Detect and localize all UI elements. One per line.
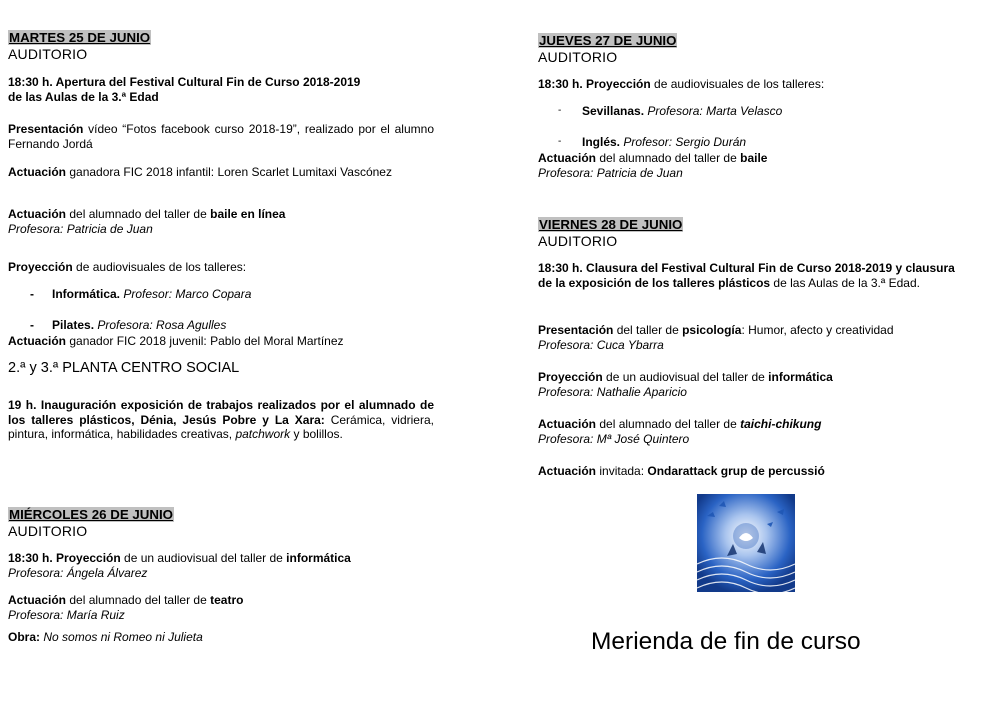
- label: Actuación: [538, 417, 597, 431]
- list-item: [8, 318, 434, 333]
- text: del alumnado del taller de: [596, 151, 741, 165]
- thu-performance-event: [538, 151, 958, 180]
- thu-projection-event: [538, 77, 958, 92]
- text: del alumnado del taller de: [66, 207, 211, 221]
- wed-performance-event: [8, 593, 434, 622]
- teacher: Profesora: Cuca Ybarra: [538, 337, 664, 352]
- text: del taller de: [613, 323, 683, 337]
- label: Actuación: [538, 151, 597, 165]
- fri-performance-event: [538, 417, 958, 446]
- label: Actuación: [8, 207, 67, 221]
- day-title: VIERNES 28 DE JUNIO: [539, 217, 683, 232]
- label: Proyección: [8, 260, 73, 274]
- venue: AUDITORIO: [8, 523, 88, 539]
- label: Actuación: [8, 334, 67, 348]
- label: 18:30 h. Proyección: [8, 551, 121, 565]
- festival-logo-graphic: [697, 494, 795, 592]
- teacher: Profesora: Patricia de Juan: [8, 221, 153, 236]
- opening-line-1: 18:30 h. Apertura del Festival Cultural Fin de Curso 2018-2019: [8, 75, 361, 89]
- fri-presentation-event: [538, 323, 958, 352]
- teacher: Profesora: Nathalie Aparicio: [538, 384, 687, 399]
- text: ganadora FIC 2018 infantil: Loren Scarlet Lumitaxi Vascónez: [66, 165, 392, 179]
- teacher: Profesor: Sergio Durán: [620, 134, 747, 149]
- text: de audiovisuales de los talleres:: [650, 77, 825, 91]
- performance-event-3: [8, 334, 434, 349]
- text: de audiovisuales de los talleres:: [72, 260, 247, 274]
- presentation-event: [8, 122, 434, 151]
- text-italic: patchwork: [235, 427, 291, 442]
- dash: -: [558, 135, 562, 147]
- workshop: informática: [768, 370, 833, 384]
- performance-event-2: [8, 207, 434, 236]
- venue: AUDITORIO: [538, 49, 618, 65]
- workshop: baile en línea: [210, 207, 286, 221]
- list-item: [8, 287, 434, 302]
- label: Actuación: [538, 464, 597, 478]
- label: Presentación: [8, 122, 84, 136]
- text: del alumnado del taller de: [66, 593, 211, 607]
- text: vídeo “Fotos facebook curso 2018-19”, realizado por el alumno Fernando Jordá: [8, 122, 434, 151]
- guest-performance-event: [538, 464, 958, 479]
- thursday-heading: [538, 32, 958, 50]
- text: de un audiovisual del taller de: [120, 551, 287, 565]
- workshop: Informática.: [52, 287, 121, 301]
- label: Proyección: [538, 370, 603, 384]
- list-item: [538, 135, 958, 150]
- teacher: Profesora: Mª José Quintero: [538, 431, 690, 446]
- dash: -: [558, 105, 562, 116]
- label: Obra:: [8, 630, 41, 644]
- text-end: : Humor, afecto y creatividad: [741, 323, 894, 337]
- workshop: Pilates.: [52, 317, 95, 332]
- wednesday-heading: [8, 506, 434, 524]
- label: 19 h. Inauguración exposición de trabajos realizados por el alumnado de los talleres plásticos, Dénia, Jesús Pobre y La Xara:: [8, 398, 434, 427]
- opening-event: [8, 75, 434, 104]
- tuesday-heading: [8, 29, 434, 47]
- workshop: informática: [286, 551, 351, 565]
- text: del alumnado del taller de: [596, 417, 741, 431]
- label: 18:30 h. Clausura del Festival Cultural Fin de Curso 2018-2019 y clausura de la exposición de los talleres plásticos: [538, 261, 955, 290]
- label: 18:30 h. Proyección: [538, 77, 651, 91]
- performance-event-1: [8, 165, 434, 180]
- text: de las Aulas de la 3.ª Edad.: [770, 275, 920, 290]
- text: No somos ni Romeo ni Julieta: [40, 630, 203, 644]
- workshop: baile: [740, 151, 768, 165]
- teacher: Profesora: Patricia de Juan: [538, 165, 683, 180]
- venue: AUDITORIO: [8, 46, 88, 62]
- dash: -: [30, 287, 34, 301]
- opening-line-2: de las Aulas de la 3.ª Edad: [8, 89, 159, 104]
- right-column: [538, 0, 958, 478]
- day-title: MARTES 25 DE JUNIO: [9, 30, 151, 45]
- festival-logo-image: [697, 494, 795, 592]
- teacher: Profesora: María Ruiz: [8, 607, 125, 622]
- text: Cerámica, vidriera, pintura, informática, habilidades creativas,: [8, 412, 434, 442]
- label: Presentación: [538, 323, 614, 337]
- workshop: psicología: [682, 323, 742, 337]
- venue: AUDITORIO: [538, 233, 618, 249]
- label: Actuación: [8, 165, 67, 179]
- play-title: [8, 630, 434, 645]
- teacher: Profesora: Rosa Agulles: [94, 317, 227, 332]
- text: invitada:: [596, 464, 648, 478]
- merienda-text: Merienda de fin de curso: [591, 628, 861, 655]
- projection-event: [8, 260, 434, 275]
- closing-event: [538, 261, 958, 290]
- wed-projection-event: [8, 551, 434, 580]
- text: ganador FIC 2018 juvenil: Pablo del Moral Martínez: [66, 334, 344, 348]
- workshop: Inglés.: [582, 134, 621, 149]
- left-column: [8, 0, 434, 644]
- day-title: JUEVES 27 DE JUNIO: [539, 33, 677, 48]
- friday-heading: [538, 216, 958, 234]
- day-title: MIÉRCOLES 26 DE JUNIO: [9, 507, 174, 522]
- list-item: [538, 104, 958, 119]
- teacher: Profesor: Marco Copara: [120, 287, 252, 301]
- text: de un audiovisual del taller de: [602, 370, 769, 384]
- teacher: Profesora: Ángela Álvarez: [8, 565, 148, 580]
- label: Actuación: [8, 593, 67, 607]
- workshop: Sevillanas.: [582, 104, 645, 118]
- fri-projection-event: [538, 370, 958, 399]
- dash: -: [30, 317, 34, 332]
- workshop: teatro: [210, 593, 244, 607]
- venue-social-center: 2.ª y 3.ª PLANTA CENTRO SOCIAL: [8, 360, 240, 376]
- teacher: Profesora: Marta Velasco: [644, 104, 783, 118]
- guest-name: Ondarattack grup de percussió: [647, 464, 825, 478]
- workshop: taichi-chikung: [740, 417, 822, 431]
- exhibition-event: [8, 398, 434, 442]
- text-end: y bolillos.: [290, 427, 343, 442]
